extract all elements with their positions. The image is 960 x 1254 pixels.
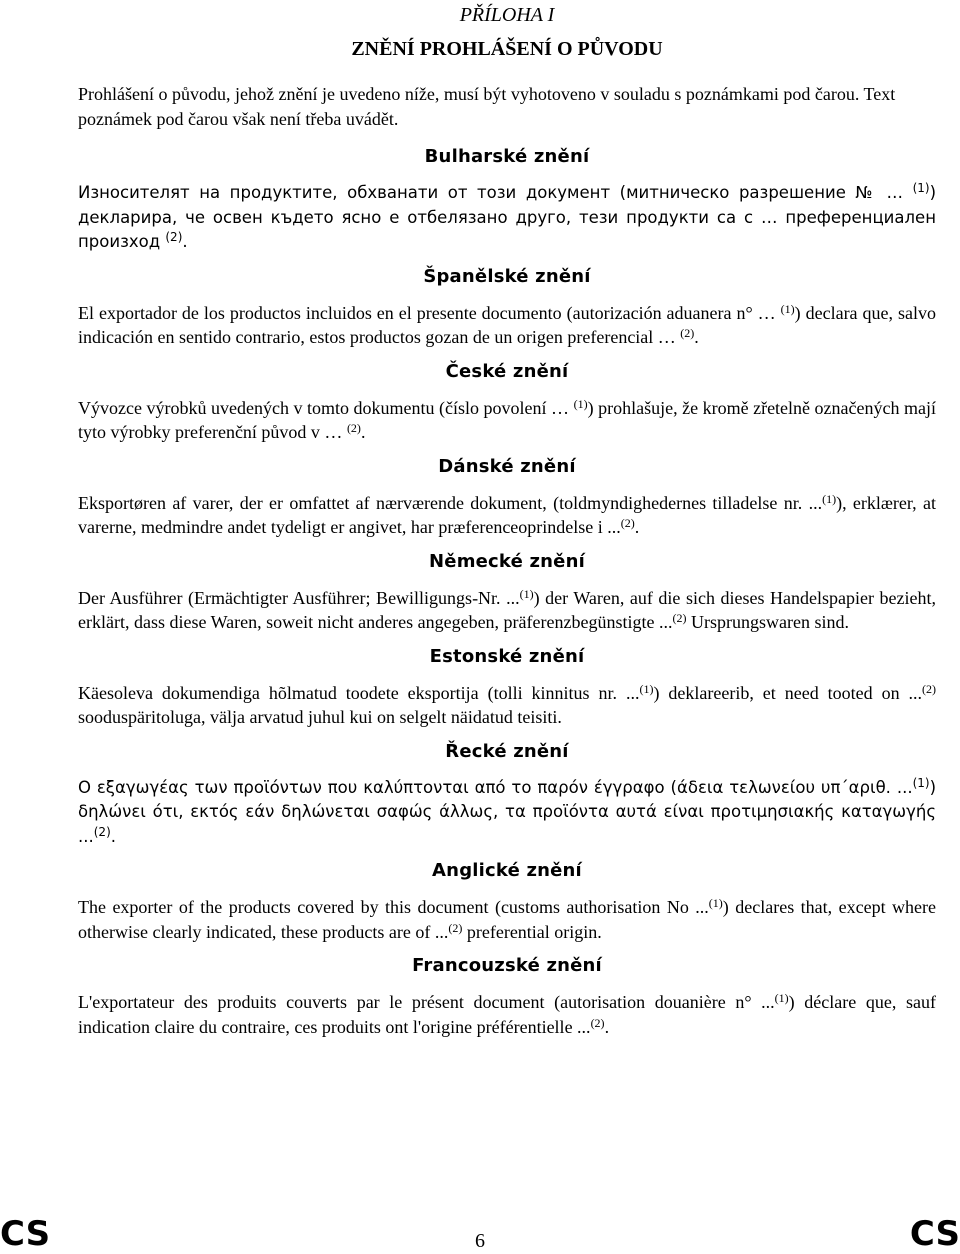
document-page [78, 0, 936, 1039]
section-spanish [78, 265, 936, 350]
section-title: Francouzské znění [412, 955, 602, 976]
annex-label: PŘÍLOHA I [459, 4, 555, 26]
section-text: L'exportateur des produits couverts par le présent document (autorisation douanière n° ...$^{(1)}$) déclare que, sauf indication claire du contraire, ces produits ont l'origine préférentielle ...$^{(2)}$. [78, 991, 936, 1037]
section-czech [78, 360, 936, 445]
section-text: Der Ausführer (Ermächtigter Ausführer; Bewilligungs-Nr. ...$^{(1)}$) der Waren, auf die sich dieses Handelspapier bezieht, erklärt, dass diese Waren, soweit nicht anderes angegeben, präferenzbegünstigte ...$^{(2)}$ Ursprungswaren sind. [78, 586, 936, 632]
section-text: The exporter of the products covered by this document (customs authorisation No ...$^{(1)}$) declares that, except where otherwise clearly indicated, these products are of ...$^{(2)}$ preferential origin. [78, 896, 936, 942]
section-greek [78, 740, 936, 850]
section-title: Německé znění [429, 550, 585, 572]
section-title: Bulharské znění [424, 146, 590, 167]
section-title: České znění [445, 360, 569, 382]
section-bulgarian [78, 145, 936, 255]
section-text: Износителят на продуктите, обхванати от този документ (митническо разрешение № … $^{(1)}$) декларира, че освен където ясно е отбелязано друго, тези продукти са с … преференциален произход $^{(2)}$. [78, 181, 936, 251]
section-text: Ο εξαγωγέας των προϊόντων που καλύπτονται από το παρόν έγγραφο (άδεια τελωνείου υπ΄αριθ. ...$^{(1)}$) δηλώνει ότι, εκτός εάν δηλώνεται σαφώς άλλως, τα προϊόντα αυτά είναι προτιμησιακής καταγωγής ...$^{(2)}$. [78, 775, 936, 846]
section-title: Řecké znění [445, 740, 569, 762]
section-text: Vývozce výrobků uvedených v tomto dokumentu (číslo povolení … $^{(1)}$) prohlašuje, že kromě zřetelně označených mají tyto výrobky preferenční původ v … $^{(2)}$. [78, 396, 937, 442]
section-estonian [78, 645, 936, 730]
section-french [78, 954, 936, 1039]
section-german [78, 550, 936, 635]
section-title: Estonské znění [429, 645, 585, 667]
section-danish [78, 455, 936, 540]
section-english [78, 859, 936, 944]
section-title: Dánské znění [438, 455, 576, 477]
page-title: ZNĚNÍ PROHLÁŠENÍ O PŮVODU [351, 38, 663, 60]
section-text: El exportador de los productos incluidos en el presente documento (autorización aduanera n° … $^{(1)}$) declara que, salvo indicación en sentido contrario, estos productos gozan de un origen preferencial … $^{(2)}$. [78, 301, 936, 347]
section-title: Španělské znění [423, 265, 591, 287]
section-text: Eksportøren af varer, der er omfattet af nærværende dokument, (toldmyndighedernes tilladelse nr. ...$^{(1)}$), erklærer, at varerne, medmindre andet tydeligt er angivet, har præferenceoprindelse i ...$^{(2)}$. [78, 491, 936, 537]
page-number: 6 [475, 1230, 485, 1252]
intro-paragraph: Prohlášení o původu, jehož znění je uvedeno níže, musí být vyhotoveno v souladu s poznámkami pod čarou. Text poznámek pod čarou však není třeba uvádět. [78, 84, 896, 129]
section-text: Käesoleva dokumendiga hõlmatud toodete eksportija (tolli kinnitus nr. ...$^{(1)}$) deklareerib, et need tooted on ...$^{(2)}$ sooduspäritoluga, välja arvatud juhul kui on selgelt näidatud teisiti. [78, 681, 937, 727]
section-title: Anglické znění [432, 860, 582, 881]
footer-language-code-right: CS [909, 1214, 960, 1254]
footer-language-code-left: CS [0, 1214, 51, 1254]
